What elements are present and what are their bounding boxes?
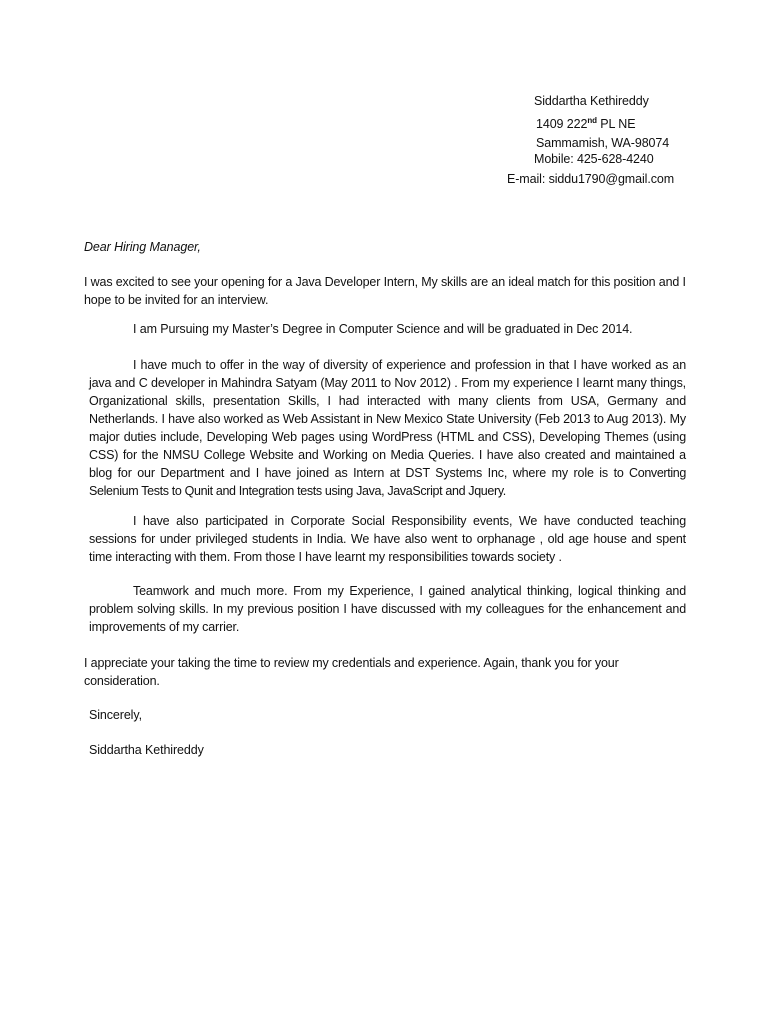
csr-paragraph	[89, 512, 686, 566]
csr-text: I have also participated in Corporate Social Responsibility events, We have conducted teaching sessions for under privileged students in India. We have also went to orphanage , old age house and spent time interacting with them. From those I have learnt my responsibilities towards society .	[89, 514, 686, 564]
salutation: Dear Hiring Manager,	[84, 240, 201, 254]
intro-paragraph: I was excited to see your opening for a Java Developer Intern, My skills are an ideal match for this position and I hope to be invited for an interview.	[84, 275, 686, 307]
experience-tail: Converting Selenium Tests to Qunit and Integration tests using Java, JavaScript and Jquery.	[89, 466, 686, 498]
degree-paragraph: I am Pursuing my Master’s Degree in Computer Science and will be graduated in Dec 2014.	[133, 322, 633, 336]
teamwork-text: Teamwork and much more. From my Experience, I gained analytical thinking, logical thinking and problem solving skills. In my previous position I have discussed with my colleagues for the enhancement and improvements of my carrier.	[89, 584, 686, 634]
sender-city-line: Sammamish, WA-98074	[536, 136, 670, 150]
sender-name: Siddartha Kethireddy	[534, 94, 649, 108]
sender-address	[536, 112, 635, 133]
sender-address-street: PL NE	[596, 117, 636, 131]
closing-word: Sincerely,	[89, 708, 142, 722]
closing-paragraph: I appreciate your taking the time to review my credentials and experience. Again, thank you for your consideration.	[84, 656, 619, 688]
sender-address-suffix: nd	[587, 116, 597, 125]
sender-email: E-mail: siddu1790@gmail.com	[507, 172, 675, 186]
signature-name: Siddartha Kethireddy	[89, 743, 204, 757]
sender-address-number: 1409 222	[536, 117, 588, 131]
experience-paragraph	[89, 356, 686, 500]
teamwork-paragraph	[89, 582, 686, 636]
experience-main: I have much to offer in the way of diversity of experience and profession in that I have worked as an java and C developer in Mahindra Satyam (May 2011 to Nov 2012) . From my experience I learnt many things, Organizational skills, presentation Skills, I had interacted with many clients from USA, Germany and Netherlands. I have also worked as Web Assistant in New Mexico State University (Feb 2013 to Aug 2013). My major duties include, Developing Web pages using WordPress (HTML and CSS), Developing Themes (using CSS) for the NMSU College Website and Working on Media Queries. I have also created and maintained a blog for our Department and I have joined as Intern at DST Systems Inc, where my role is to	[89, 358, 686, 480]
sender-mobile: Mobile: 425-628-4240	[534, 152, 654, 166]
